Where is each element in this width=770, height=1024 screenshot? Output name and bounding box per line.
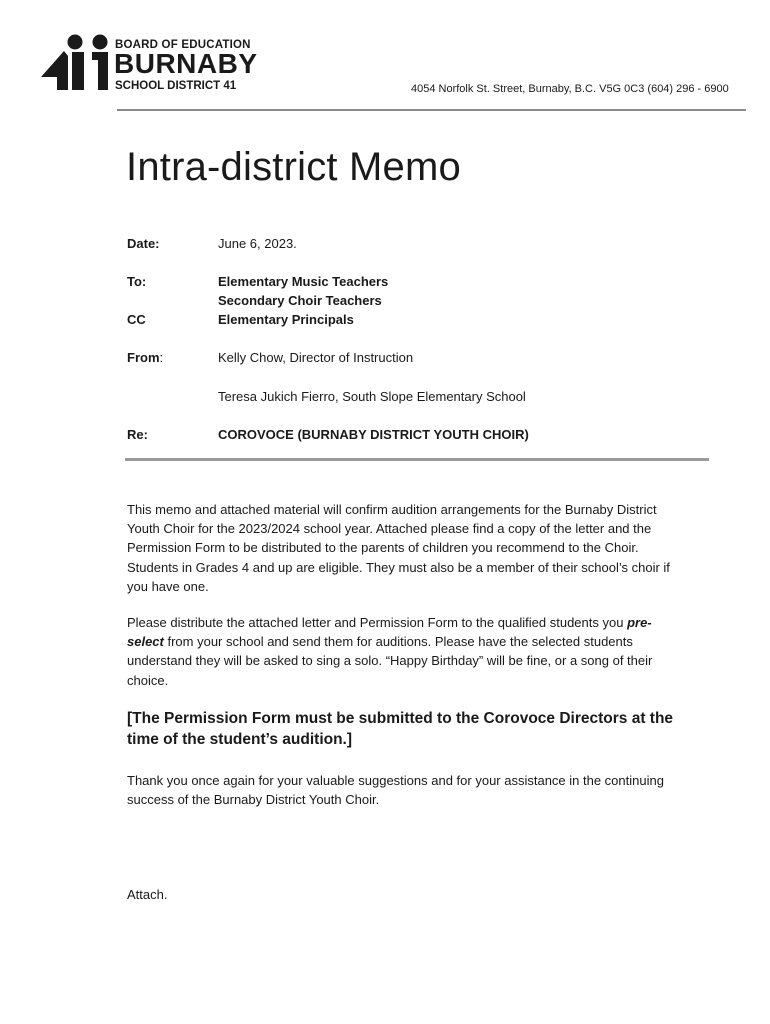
cc-label: CC	[127, 312, 146, 327]
date-value: June 6, 2023.	[218, 236, 297, 251]
from-label	[127, 350, 163, 365]
to-recipient-1: Elementary Music Teachers	[218, 274, 389, 289]
header-divider	[117, 109, 746, 111]
re-label: Re:	[127, 427, 148, 442]
memo-header-divider	[125, 458, 709, 461]
para2-end: from your school and send them for auditions. Please have the selected students understand they will be asked to sing a solo. “Happy Birthday” will be fine, or a song of their choice.	[127, 634, 653, 688]
body-paragraph-2	[127, 613, 687, 690]
from-sender-1: Kelly Chow, Director of Instruction	[218, 350, 414, 365]
memo-title: Intra-district Memo	[126, 145, 461, 189]
body-paragraph-1: This memo and attached material will confirm audition arrangements for the Burnaby District Youth Choir for the 2023/2024 school year. Attached please find a copy of the letter and the Permission Form to be distributed to the parents of children you recommend to the Choir. Students in Grades 4 and up are eligible. They must also be a member of their school’s choir if you have one.	[127, 502, 670, 594]
cc-value: Elementary Principals	[218, 312, 354, 327]
logo-line-district: SCHOOL DISTRICT 41	[115, 80, 237, 92]
logo-line-burnaby: BURNABY	[114, 48, 258, 79]
body-paragraph-3: Thank you once again for your valuable suggestions and for your assistance in the continuing success of the Burnaby District Youth Choir.	[127, 773, 664, 808]
para2-start: Please distribute the attached letter and Permission Form to the qualified students you	[127, 615, 628, 630]
para2-emphasis: pre-select	[127, 615, 652, 650]
permission-form-notice: [The Permission Form must be submitted to the Corovoce Directors at the time of the student’s audition.]	[127, 710, 674, 748]
from-label-colon: :	[159, 350, 164, 365]
re-subject: COROVOCE (BURNABY DISTRICT YOUTH CHOIR)	[218, 427, 529, 442]
letterhead-address: 4054 Norfolk St. Street, Burnaby, B.C. V5G 0C3 (604) 296 - 6900	[411, 83, 729, 95]
figures-logo-icon	[40, 34, 112, 94]
attachment-note: Attach.	[127, 887, 168, 902]
from-sender-2: Teresa Jukich Fierro, South Slope Elementary School	[218, 389, 526, 404]
date-label: Date:	[127, 236, 160, 251]
logo-line-board: BOARD OF EDUCATION	[115, 39, 251, 51]
to-label: To:	[127, 274, 147, 289]
to-recipient-2: Secondary Choir Teachers	[218, 293, 382, 308]
from-label-text: From	[127, 350, 160, 365]
district-logo	[40, 34, 258, 94]
